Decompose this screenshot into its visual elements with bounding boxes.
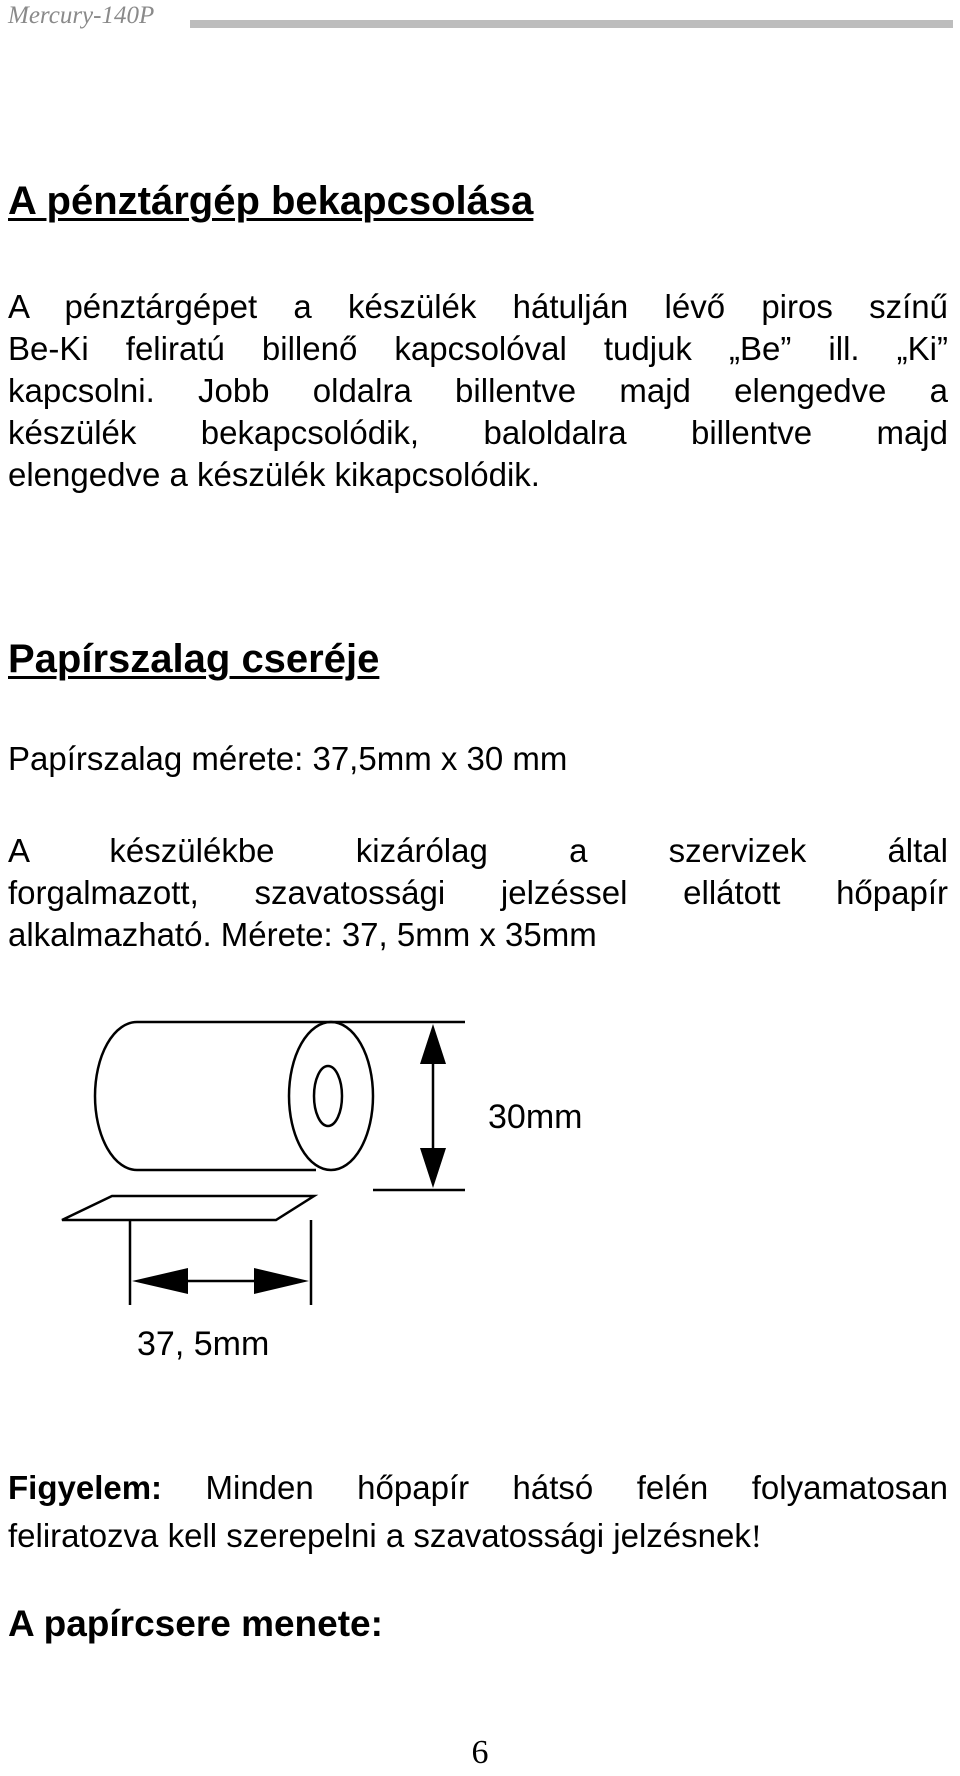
width-arrow-right (254, 1268, 309, 1294)
page-header (8, 0, 953, 32)
paragraph-line: készülék bekapcsolódik, baloldalra billentve majd (8, 414, 948, 451)
height-arrow-up (420, 1024, 446, 1064)
header-rule (190, 20, 953, 28)
width-label: 37, 5mm (137, 1325, 270, 1363)
paragraph-line: elengedve a készülék kikapcsolódik. (8, 456, 540, 493)
warning-text: Minden hőpapír hátsó felén folyamatosan (162, 1469, 948, 1506)
section-paper-paragraph (8, 830, 948, 956)
paper-roll-diagram (0, 1000, 960, 1380)
warning-label: Figyelem: (8, 1469, 163, 1506)
paragraph-line: A készülékbe kizárólag a szervizek által (8, 832, 948, 869)
paragraph-line: Be-Ki feliratú billenő kapcsolóval tudjuk „Be” ill. „Ki” (8, 330, 948, 367)
paper-size-line: Papírszalag mérete: 37,5mm x 30 mm (8, 740, 568, 777)
section-process-title: A papírcsere menete: (8, 1603, 383, 1644)
warning-line (8, 1464, 948, 1512)
roll-left-edge (95, 1022, 137, 1170)
warning-line (8, 1512, 948, 1561)
warning-paragraph (8, 1464, 948, 1561)
paragraph-line: forgalmazott, szavatossági jelzéssel ellátott hőpapír (8, 874, 948, 911)
section-paper-title: Papírszalag cseréje (8, 637, 380, 681)
roll-front-face (289, 1022, 373, 1170)
paragraph-line: kapcsolni. Jobb oldalra billentve majd elengedve a (8, 372, 948, 409)
header-title: Mercury-140P (8, 2, 155, 29)
page-number: 6 (471, 1734, 489, 1771)
width-arrow-left (132, 1268, 188, 1294)
roll-core-hole (314, 1066, 342, 1126)
height-label: 30mm (488, 1098, 583, 1136)
paragraph-line: A pénztárgépet a készülék hátulján lévő piros színű (8, 288, 948, 325)
warning-text: feliratozva kell szerepelni a szavatossági jelzésnek (8, 1517, 751, 1554)
section-power-paragraph (8, 286, 948, 496)
section-power-title: A pénztárgép bekapcsolása (8, 179, 534, 223)
height-arrow-down (420, 1148, 446, 1188)
paper-strip (62, 1196, 314, 1220)
warning-exclamation: ! (750, 1519, 762, 1555)
paragraph-line: alkalmazható. Mérete: 37, 5mm x 35mm (8, 916, 597, 953)
